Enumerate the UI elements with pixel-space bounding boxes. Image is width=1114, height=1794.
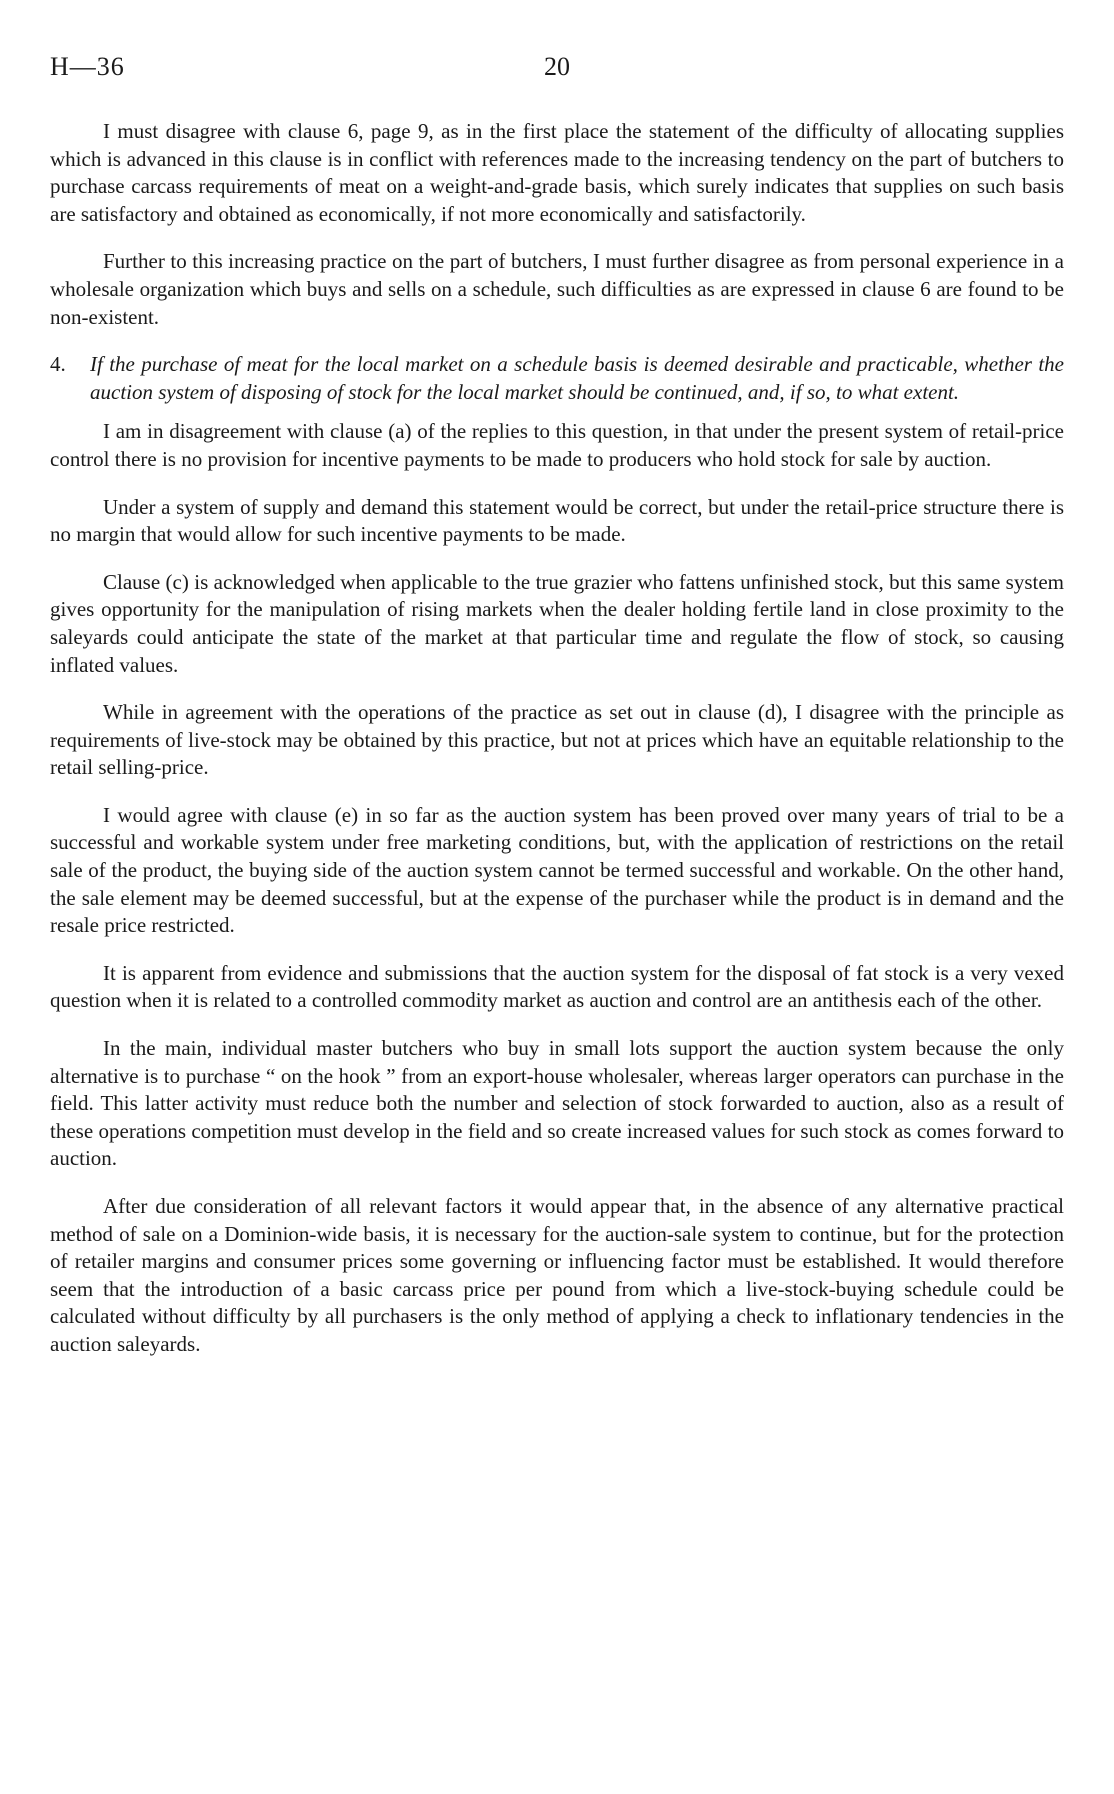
paragraph: Clause (c) is acknowledged when applicable to the true grazier who fattens unfinished stock, but this same system gives opportunity for the manipulation of rising markets when the dealer holding fertile land in close proximity to the saleyards could anticipate the state of the market at that particular time and regulate the flow of stock, so causing inflated values. [50,569,1064,677]
paragraph: Under a system of supply and demand this statement would be correct, but under the retail-price structure there is no margin that would allow for such incentive payments to be made. [50,494,1064,547]
paragraph: After due consideration of all relevant factors it would appear that, in the absence of any alternative practical method of sale on a Dominion-wide basis, it is necessary for the auction-sale system to continue, but for the protection of retailer margins and consumer prices some governing or influencing factor must be established. It would therefore seem that the introduction of a basic carcass price per pound from which a live-stock-buying schedule could be calculated without difficulty by all purchasers is the only method of applying a check to inflationary tendencies in the auction saleyards. [50,1194,1064,1356]
question-block [50,351,1064,406]
document-page [50,52,1064,1379]
paragraph: I would agree with clause (e) in so far as the auction system has been proved over many years of trial to be a successful and workable system under free marketing conditions, but, with the application of restrictions on the retail sale of the product, the buying side of the auction system cannot be termed successful and workable. On the other hand, the sale element may be deemed successful, but at the expense of the purchaser while the product is in demand and the resale price restricted. [50,802,1064,938]
page-header [50,52,1064,92]
paragraph: I am in disagreement with clause (a) of the replies to this question, in that under the present system of retail-price control there is no provision for incentive payments to be made to producers who hold stock for sale by auction. [50,419,1064,471]
paragraph: It is apparent from evidence and submissions that the auction system for the disposal of fat stock is a very vexed question when it is related to a controlled commodity market as auction and control are an antithesis each of the other. [50,960,1064,1013]
question-text: If the purchase of meat for the local market on a schedule basis is deemed desirable and practicable, whether the auction system of disposing of stock for the local market should be continued, and, if so, to what extent. [90,352,1064,404]
page-number: 20 [544,52,570,81]
paragraph: In the main, individual master butchers who buy in small lots support the auction system because the only alternative is to purchase “ on the hook ” from an export-house wholesaler, whereas larger operators can purchase in the field. This latter activity must reduce both the number and selection of stock forwarded to auction, also as a result of these operations competition must develop in the field and so create increased values for such stock as comes forward to auction. [50,1036,1064,1171]
paragraph: I must disagree with clause 6, page 9, as in the first place the statement of the difficulty of allocating supplies which is advanced in this clause is in conflict with references made to the increasing tendency on the part of butchers to purchase carcass requirements of meat on a weight-and-grade basis, which surely indicates that supplies on such basis are satisfactory and obtained as economically, if not more economically and satisfactorily. [50,119,1064,226]
paragraph: While in agreement with the operations of the practice as set out in clause (d), I disagree with the principle as requirements of live-stock may be obtained by this practice, but not at prices which have an equitable relationship to the retail selling-price. [50,700,1064,780]
document-reference: H—36 [50,52,125,81]
document-body [50,118,1064,1359]
question-number: 4. [50,352,66,377]
paragraph: Further to this increasing practice on the part of butchers, I must further disagree as from personal experience in a wholesale organization which buys and sells on a schedule, such difficulties as are expressed in clause 6 are found to be non-existent. [50,249,1064,329]
